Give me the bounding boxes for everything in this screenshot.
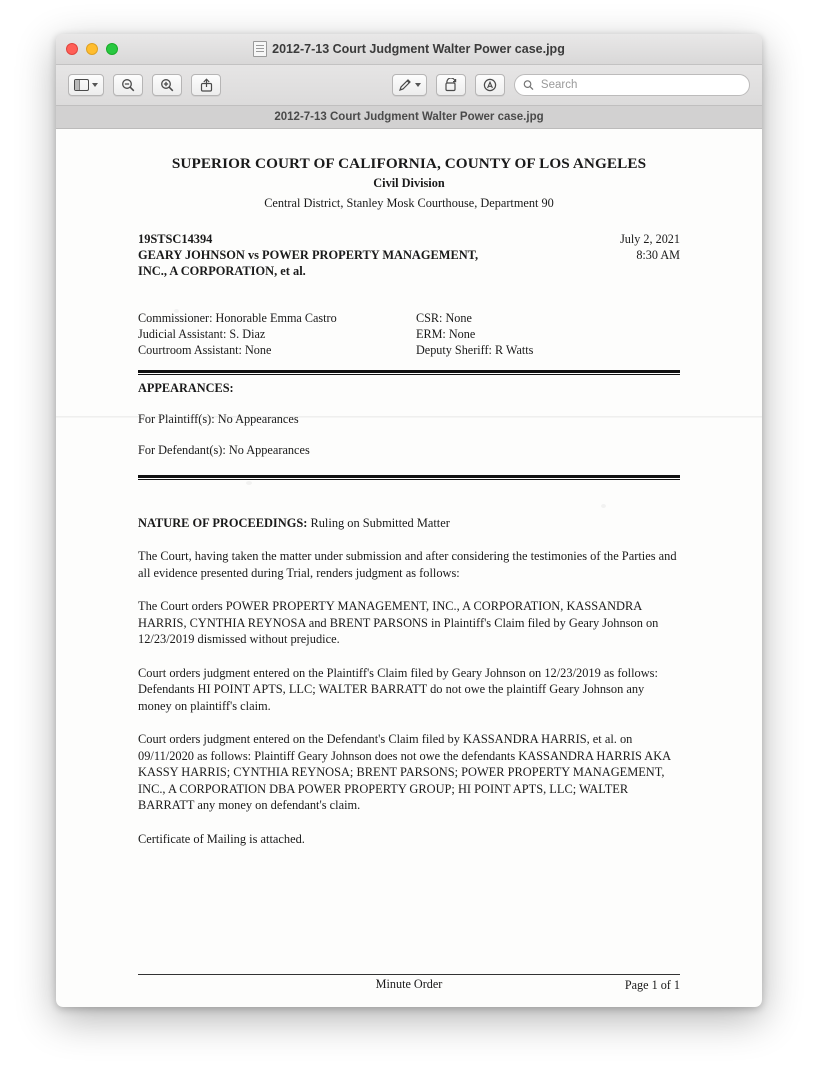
preview-window <box>56 34 762 1007</box>
scanned-page <box>56 129 762 1007</box>
hearing-time: 8:30 AM <box>636 247 680 262</box>
court-title: SUPERIOR COURT OF CALIFORNIA, COUNTY OF LOS ANGELES <box>171 155 647 172</box>
share-icon <box>200 78 213 92</box>
markup-button[interactable] <box>392 74 427 96</box>
court-personnel <box>138 310 680 359</box>
zoom-out-icon <box>121 78 135 92</box>
erm-line: ERM: None <box>416 326 476 341</box>
case-caption-line1: GEARY JOHNSON vs POWER PROPERTY MANAGEMENT, <box>138 247 479 262</box>
chevron-down-icon <box>92 83 98 87</box>
appearances-heading: APPEARANCES: <box>138 381 234 396</box>
footer-divider <box>138 974 680 975</box>
document-name-bar <box>56 106 762 129</box>
nature-value: Ruling on Submitted Matter <box>310 516 450 531</box>
hearing-date: July 2, 2021 <box>620 232 680 246</box>
paragraph-1: The Court, having taken the matter under submission and after considering the testimonies of the Parties and all evidence presented during Trial, renders judgment as follows: <box>138 549 677 580</box>
footer-center-label: Minute Order <box>375 977 443 991</box>
paragraph-3: Court orders judgment entered on the Plaintiff's Claim filed by Geary Johnson on 12/23/2019 as follows: Defendants HI POINT APTS, LLC; WALTER BARRATT do not owe the plaintiff Geary Johnson any money on plaintiff's claim. <box>138 665 658 713</box>
hearing-datetime <box>620 232 680 264</box>
district-label: Central District, Stanley Mosk Courthouse, Department 90 <box>264 196 554 210</box>
search-icon <box>523 79 534 91</box>
case-caption <box>138 232 478 280</box>
csr-line: CSR: None <box>416 310 472 325</box>
case-header <box>138 232 680 280</box>
divider-bottom <box>138 475 680 478</box>
personnel-column-left <box>138 310 416 359</box>
page-footer <box>138 974 680 993</box>
zoom-in-icon <box>160 78 174 92</box>
rotate-button[interactable] <box>436 74 466 96</box>
zoom-out-button[interactable] <box>113 74 143 96</box>
window-titlebar <box>56 34 762 65</box>
page-body <box>138 155 680 847</box>
window-title: 2012-7-13 Court Judgment Walter Power case.jpg <box>272 42 565 56</box>
circle-a-icon <box>483 78 497 92</box>
case-caption-line2: INC., A CORPORATION, et al. <box>138 263 306 278</box>
toolbar <box>56 65 762 106</box>
window-title-group <box>56 41 762 57</box>
document-viewport[interactable] <box>56 129 762 1007</box>
search-field[interactable] <box>514 74 750 96</box>
appearances-plaintiff: For Plaintiff(s): No Appearances <box>138 412 299 427</box>
pen-icon <box>398 78 412 92</box>
divider-top <box>138 370 680 373</box>
case-number: 19STSC14394 <box>138 232 213 246</box>
share-button[interactable] <box>191 74 221 96</box>
zoom-in-button[interactable] <box>152 74 182 96</box>
document-name: 2012-7-13 Court Judgment Walter Power case.jpg <box>274 111 544 123</box>
rotate-icon <box>444 78 458 92</box>
footer-row <box>138 978 680 993</box>
courtroom-assistant-line: Courtroom Assistant: None <box>138 343 272 358</box>
window-controls <box>66 43 118 55</box>
maximize-button[interactable] <box>106 43 118 55</box>
document-icon <box>253 41 267 57</box>
footer-page-number: Page 1 of 1 <box>624 978 680 992</box>
judicial-assistant-line: Judicial Assistant: S. Diaz <box>138 326 266 341</box>
commissioner-line: Commissioner: Honorable Emma Castro <box>138 310 337 325</box>
appearances-defendant: For Defendant(s): No Appearances <box>138 443 310 458</box>
sidebar-view-button[interactable] <box>68 74 104 96</box>
division-label: Civil Division <box>373 176 445 190</box>
paragraph-2: The Court orders POWER PROPERTY MANAGEMENT, INC., A CORPORATION, KASSANDRA HARRIS, CYNTHIA REYNOSA and BRENT PARSONS in Plaintiff's Claim filed by Geary Johnson on 12/23/2019 dismissed without prejudice. <box>138 599 659 647</box>
nature-of-proceedings <box>138 516 680 531</box>
personnel-column-right <box>416 310 533 359</box>
chevron-down-icon <box>415 83 421 87</box>
sidebar-icon <box>74 79 89 91</box>
paragraph-5: Certificate of Mailing is attached. <box>138 831 305 846</box>
nature-label: NATURE OF PROCEEDINGS: <box>138 516 308 531</box>
search-input[interactable] <box>539 78 741 92</box>
deputy-sheriff-line: Deputy Sheriff: R Watts <box>416 343 534 358</box>
close-button[interactable] <box>66 43 78 55</box>
minimize-button[interactable] <box>86 43 98 55</box>
annotate-button[interactable] <box>475 74 505 96</box>
paragraph-4: Court orders judgment entered on the Defendant's Claim filed by KASSANDRA HARRIS, et al. on 09/11/2020 as follows: Plaintiff Geary Johnson does not owe the defendants KASSANDRA HARRIS AKA KASSY HARRIS; CYNTHIA REYNOSA; BRENT PARSONS; POWER PROPERTY MANAGEMENT, INC., A CORPORATION DBA POWER PROPERTY GROUP; HI POINT APTS, LLC; WALTER BARRATT any money on defendant's claim. <box>138 732 671 813</box>
